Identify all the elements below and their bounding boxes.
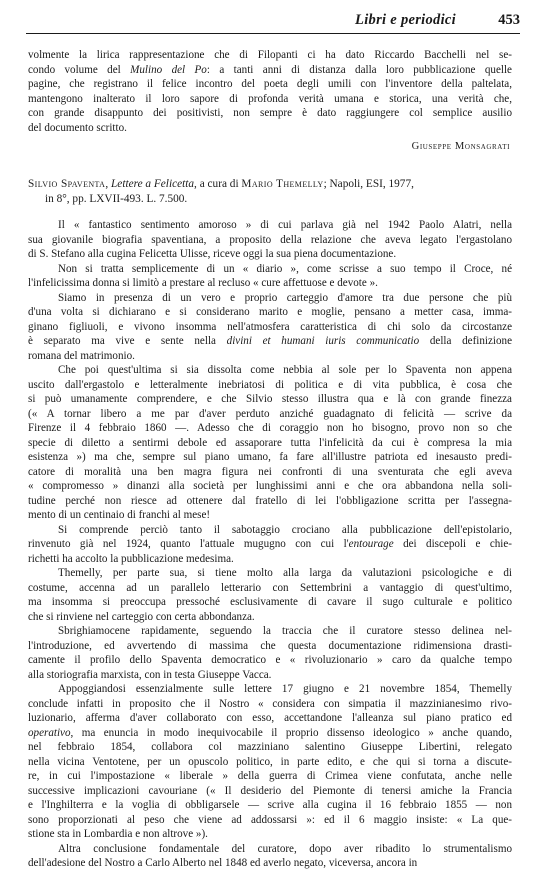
text-line: nella vicina Ventotene, per un opuscolo politico, in parte edito, e che qui si torna a discute- xyxy=(28,755,512,768)
previous-review-tail xyxy=(28,48,512,135)
text-line: catore di moralità una ben magra figura nei confronti di una sventurata che egli aveva xyxy=(28,465,512,478)
text-line: pagine, che registrano il felice incontro del poeta degli umili con l'inventore della paltelata, xyxy=(28,78,512,90)
italic-phrase: divini et humani iuris communicatio xyxy=(226,335,420,347)
text-line: mento di un centinaio di franchi al mese! xyxy=(28,509,211,521)
text-line: rinvenuto già nel 1924, quanto l'attuale mugugno con cui l'entourage dei discepoli e chie- xyxy=(28,538,512,550)
text-line: operativo, ma enuncia in modo inequivocabile il proprio dissenso ideologico » anche quando, xyxy=(28,726,512,739)
publication-info: ; Napoli, ESI, 1977, xyxy=(323,178,414,190)
paragraph xyxy=(28,682,512,842)
paragraph xyxy=(28,523,512,567)
paragraph xyxy=(28,624,512,682)
review-heading-line-1: Silvio Spaventa, Lettere a Felicetta, a cura di Mario Themelly; Napoli, ESI, 1977, xyxy=(28,178,414,190)
text-line: tudine perché non riesce ad ottenere dal fratello di lei l'obbligazione scritta per l'assegna- xyxy=(28,494,512,507)
paragraph xyxy=(28,48,512,135)
text-line: Sbrighiamocene rapidamente, seguendo la traccia che il curatore stesso delinea nel- xyxy=(58,625,512,637)
paragraph xyxy=(28,566,512,624)
book-title: Lettere a Felicetta xyxy=(111,178,195,190)
text-line: Che poi quest'ultima si sia dissolta come nebbia al sole per lo Spaventa non appena xyxy=(58,364,512,376)
text-line: Non si tratta semplicemente di un « diario », come scrisse a suo tempo il Croce, né xyxy=(58,262,512,275)
text-line: camente il profilo dello Spaventa democratico e « rivoluzionario » caro da qualche tempo xyxy=(28,654,512,666)
review-heading xyxy=(28,177,512,207)
text-line: d'una volta si dichiarano e si considerano marito e moglie, pensano a metter casa, imma- xyxy=(28,306,512,318)
publication-details: in 8°, pp. LXVII-493. L. 7.500. xyxy=(45,193,188,205)
text-line: conclude infatti in proposito che il Nostro « considera con simpatia il mazzinianesimo rivo- xyxy=(28,697,512,710)
text-line: successive implicazioni cavouriane (« Il desiderio del Piemonte di tenersi amiche la Francia xyxy=(28,784,512,797)
header-rule xyxy=(26,33,520,34)
text-line: Il « fantastico sentimento amoroso » di cui parlava già nel 1942 Paolo Alatri, nella xyxy=(58,219,512,231)
text-line: (« A tornar libero a me par d'aver perduto anziché guadagnato di felicità — scrive da xyxy=(28,407,512,420)
editor-prefix: , a cura di xyxy=(194,178,242,190)
text-line: « compromesso » dinanzi alla società per lunghissimi anni e che ora abbandona nella soli- xyxy=(28,480,512,492)
book-editor: Mario Themelly xyxy=(241,178,324,190)
text-line: Si comprende perciò tanto il sabotaggio crociano alla pubblicazione dell'epistolario, xyxy=(58,523,512,536)
paragraph xyxy=(28,218,512,262)
section-title: Libri e periodici xyxy=(355,12,456,28)
text-line: ginano figliuoli, e vivono insomma nell'atmosfera caratteristica di chi solo da circostanze xyxy=(28,320,512,333)
text-line: alla storiografia marxista, con in testa Giuseppe Vacca. xyxy=(28,668,272,681)
text-line: sono proporzionati al peso che viene ad addossarsi »: ed il 6 maggio insiste: « La que- xyxy=(28,813,512,826)
reviewer-signature: Giuseppe Monsagrati xyxy=(411,141,510,152)
text-line: condo volume del Mulino del Po: a tanti anni di distanza dalla loro pubblicazione quelle xyxy=(28,63,512,76)
text-line: l'introduzione, ed avvertendo di massima che questa documentazione ridimensiona drasti- xyxy=(28,639,512,652)
text-line: e l'Inghilterra e la voglia di obbligarsele — scrive alla cugina il 16 febbraio 1855 — non xyxy=(28,799,512,811)
text-line: volmente la lirica rappresentazione che di Filopanti ci ha dato Riccardo Bacchelli nel se- xyxy=(28,49,512,61)
text-line: sua giovanile biografia spaventiana, a proposito della relazione che aveva legato l'ergastolano xyxy=(28,233,512,246)
running-head xyxy=(26,12,520,32)
italic-phrase: operativo xyxy=(28,726,71,739)
text-line: con grande disappunto dei positivisti, non sempre è dato raggiungere col semplice ausilio xyxy=(28,107,512,119)
text-line: uscito dall'ergastolo e letteralmente inebriatosi di politica e di vita pubblica, è cosa che xyxy=(28,378,512,391)
paragraph xyxy=(28,262,512,291)
review-body xyxy=(28,218,512,871)
paragraph xyxy=(28,842,512,871)
paragraph xyxy=(28,363,512,523)
text-line: luzionario, afferma d'aver collaborato con esso, accettandone l'alleanza sul piano pratico ed xyxy=(28,712,512,724)
page-number: 453 xyxy=(498,12,520,28)
text-line: si può umanamente comprendere, e che Silvio stesso illustra qua e là con grande finezza xyxy=(28,393,512,405)
text-line: stione sta in Lombardia e non altrove »). xyxy=(28,828,208,840)
book-author: Silvio Spaventa xyxy=(28,178,106,190)
text-line: richetti ha accolto la pubblicazione medesima. xyxy=(28,552,234,565)
text-line: costume, accenna ad un parallelo letterario con Settembrini a vantaggio di quest'ultimo, xyxy=(28,581,512,594)
paragraph xyxy=(28,291,512,364)
text-line: re, in cui l'impostazione « liberale » della guerra di Crimea viene confutata, anche nelle xyxy=(28,770,512,782)
text-line: mantengono inalterato il loro sapore di profonda verità umana e storica, una verità che, xyxy=(28,92,512,105)
text-line: l'infelicissima donna si limitò a prestare al recluso « cure affettuose e devote ». xyxy=(28,277,378,289)
text-line: Themelly, per parte sua, si tiene molto alla larga da valutazioni psicologiche e di xyxy=(58,567,512,579)
text-line: Firenze il 4 febbraio 1860 —. Adesso che di coraggio non ho bisogno, provo non so che xyxy=(28,422,512,434)
text-line: specie di diletto a sentirmi debole ed assaporare tutta l'infelicità da cui è compresa la mia xyxy=(28,436,512,449)
italic-phrase: Mulino del Po xyxy=(130,63,207,76)
text-line: Appoggiandosi essenzialmente sulle lettere 17 giugno e 21 novembre 1854, Themelly xyxy=(58,683,512,695)
text-line: del documento scritto. xyxy=(28,121,127,134)
italic-phrase: entourage xyxy=(348,538,394,550)
text-line: Altra conclusione fondamentale del curatore, dopo aver ribadito lo strumentalismo xyxy=(58,842,512,855)
text-line: nel febbraio 1854, collabora col mazziniano salentino Giuseppe Libertini, relegato xyxy=(28,741,512,753)
text-line: ma insomma si preoccupa pressoché esclusivamente di cavare il sugo culturale e politico xyxy=(28,596,512,608)
text-line: esistenza ») ma che, sempre sul piano umano, fa fare all'illustre patriota ed inesausto predi- xyxy=(28,451,512,463)
text-line: è separato ma vive e sente nella divini et humani iuris communicatio della definizione xyxy=(28,335,512,347)
text-line: Siamo in presenza di un vero e proprio carteggio d'amore tra due persone che più xyxy=(58,291,512,304)
text-line: che si rinviene nel carteggio con certa abbondanza. xyxy=(28,610,255,623)
text-line: di S. Stefano alla cugina Felicetta Ulisse, riceve oggi la sua piena documentazione. xyxy=(28,248,397,260)
text-line: dell'adesione del Nostro a Carlo Alberto nel 1848 ed averlo negato, viceversa, ancora in xyxy=(28,857,418,869)
text-line: romana del matrimonio. xyxy=(28,349,135,362)
